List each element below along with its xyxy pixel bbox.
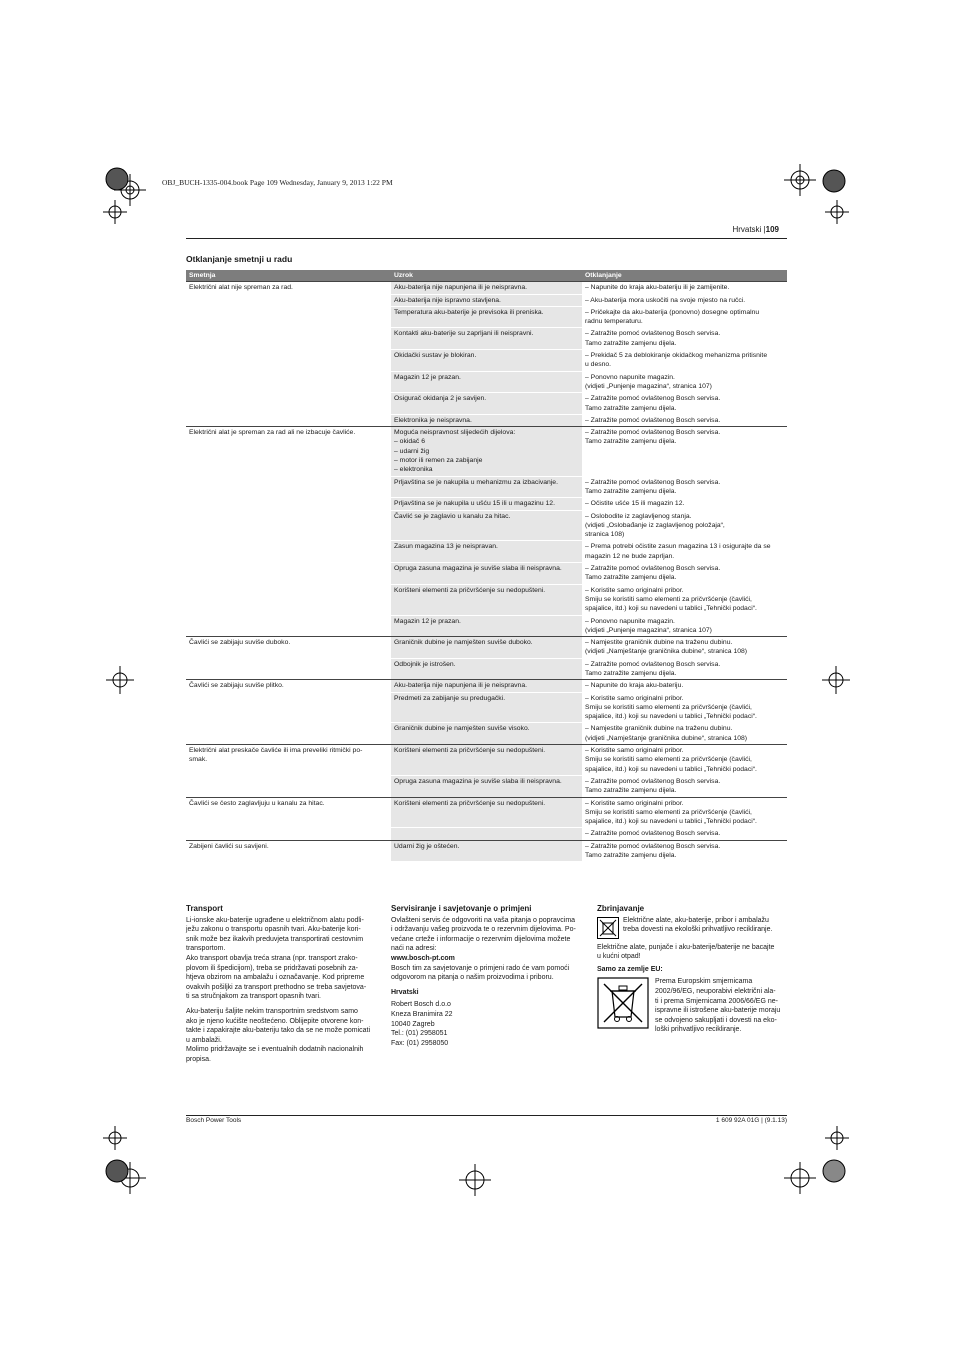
table-cell-smetnja: [186, 294, 391, 306]
table-cell-uzrok: Prljavština se je nakupila u ušću 15 ili u magazinu 12.: [391, 498, 582, 510]
service-country: Hrvatski: [391, 988, 419, 996]
table-cell-smetnja: [186, 692, 391, 723]
table-cell-otklanjanje: – Zatražite pomoć ovlaštenog Bosch servisa. Tamo zatražite zamjenu dijela.: [582, 840, 787, 861]
table-cell-smetnja: [186, 498, 391, 510]
table-cell-smetnja: Zabijeni čavlići su savijeni.: [186, 840, 391, 861]
footer-rule: [186, 1115, 787, 1116]
table-cell-smetnja: [186, 584, 391, 615]
table-cell-uzrok: Korišteni elementi za pričvršćenje su nedopušteni.: [391, 584, 582, 615]
table-cell-smetnja: [186, 658, 391, 680]
table-cell-smetnja: [186, 541, 391, 563]
header-language: Hrvatski: [732, 225, 762, 234]
service-address: [391, 1000, 586, 1048]
table-cell-uzrok: Zasun magazina 13 je neispravan.: [391, 541, 582, 563]
transport-section: [186, 904, 381, 1065]
table-cell-smetnja: [186, 371, 391, 393]
table-row: [186, 584, 787, 615]
table-cell-smetnja: [186, 510, 391, 541]
address-line: 10040 Zagreb: [391, 1020, 435, 1028]
disposal-section: [597, 904, 789, 1035]
table-cell-otklanjanje: – Zatražite pomoć ovlaštenog Bosch servisa. Tamo zatražite zamjenu dijela.: [582, 393, 787, 415]
table-row: [186, 615, 787, 637]
footer-left: Bosch Power Tools: [186, 1117, 242, 1124]
table-cell-smetnja: [186, 306, 391, 328]
table-cell-smetnja: [186, 328, 391, 350]
address-line: Tel.: (01) 2958051: [391, 1030, 448, 1038]
table-cell-otklanjanje: – Zatražite pomoć ovlaštenog Bosch servisa. Tamo zatražite zamjenu dijela.: [582, 658, 787, 680]
table-cell-uzrok: Okidački sustav je blokiran.: [391, 350, 582, 372]
table-cell-uzrok: Magazin 12 je prazan.: [391, 615, 582, 637]
registration-mark-icon: [102, 1156, 132, 1186]
table-cell-smetnja: [186, 414, 391, 426]
table-cell-otklanjanje: – Aku-baterija mora uskočiti na svoje mjesto na ručci.: [582, 294, 787, 306]
table-row: [186, 427, 787, 476]
table-cell-uzrok: Temperatura aku-baterije je previsoka ili preniska.: [391, 306, 582, 328]
table-cell-otklanjanje: – Pričekajte da aku-baterija (ponovno) dosegne optimalnu radnu temperaturu.: [582, 306, 787, 328]
address-line: Kneza Branimira 22: [391, 1010, 453, 1018]
table-row: [186, 498, 787, 510]
table-cell-smetnja: [186, 350, 391, 372]
transport-paragraph: Molimo pridržavajte se i eventualnih dodatnih nacionalnih propisa.: [186, 1046, 364, 1063]
transport-title: Transport: [186, 904, 223, 913]
table-cell-smetnja: [186, 476, 391, 498]
registration-mark-icon: [102, 164, 132, 194]
table-cell-otklanjanje: – Koristite samo originalni pribor. Smiju se koristiti samo elementi za pričvršćenje (čavlići, spajalice, itd.) koji su navedeni u tablici „Tehnički podaci“.: [582, 584, 787, 615]
address-line: Fax: (01) 2958050: [391, 1039, 449, 1047]
table-row: [186, 775, 787, 797]
table-row: [186, 371, 787, 393]
table-row: [186, 563, 787, 585]
table-cell-uzrok: Predmeti za zabijanje su predugački.: [391, 692, 582, 723]
table-cell-uzrok: Aku-baterija nije napunjena ili je neispravna.: [391, 282, 582, 294]
table-row: [186, 723, 787, 745]
table-cell-uzrok: Opruga zasuna magazina je suviše slaba ili neispravna.: [391, 563, 582, 585]
registration-mark-icon: [100, 660, 140, 700]
table-cell-otklanjanje: – Oslobodite iz zaglavljenog stanja. (vidjeti „Oslobađanje iz zaglavljenog položaja“, stranica 108): [582, 510, 787, 541]
crossed-out-wheelie-bin-icon: [597, 977, 649, 1029]
table-cell-smetnja: [186, 615, 391, 637]
table-row: [186, 510, 787, 541]
table-cell-otklanjanje: – Koristite samo originalni pribor. Smiju se koristiti samo elementi za pričvršćenje (čavlići, spajalice, itd.) koji su navedeni u tablici „Tehnički podaci“.: [582, 692, 787, 723]
table-row: [186, 745, 787, 776]
section-title: Otklanjanje smetnji u radu: [186, 254, 293, 264]
table-row: [186, 306, 787, 328]
table-cell-otklanjanje: – Zatražite pomoć ovlaštenog Bosch servisa. Tamo zatražite zamjenu dijela.: [582, 563, 787, 585]
table-cell-smetnja: [186, 775, 391, 797]
table-row: [186, 328, 787, 350]
print-info: OBJ_BUCH-1335-004.book Page 109 Wednesday, January 9, 2013 1:22 PM: [162, 178, 393, 187]
table-cell-uzrok: Čavlić se je zaglavio u kanalu za hitac.: [391, 510, 582, 541]
column-header: Otklanjanje: [582, 270, 787, 282]
table-cell-smetnja: Električni alat preskače čavliće ili ima preveliki ritmički po- smak.: [186, 745, 391, 776]
eu-title: Samo za zemlje EU:: [597, 965, 663, 973]
page-number: 109: [765, 225, 779, 234]
address-line: Robert Bosch d.o.o: [391, 1001, 451, 1009]
registration-mark-icon: [445, 1150, 505, 1210]
table-cell-smetnja: Čavlići se zabijaju suviše duboko.: [186, 637, 391, 659]
table-row: [186, 828, 787, 840]
registration-mark-icon: [819, 1156, 849, 1186]
table-cell-otklanjanje: – Namjestite graničnik dubine na traženu dubinu. (vidjeti „Namještanje graničnika dubine“, stranica 108): [582, 723, 787, 745]
table-cell-uzrok: Graničnik dubine je namješten suviše duboko.: [391, 637, 582, 659]
disposal-paragraph: Električne alate, aku-baterije, pribor i ambalažu treba dovesti na ekološki prihvatljivo recikliranje.: [623, 916, 773, 934]
table-cell-uzrok: Opruga zasuna magazina je suviše slaba ili neispravna.: [391, 775, 582, 797]
registration-mark-icon: [816, 660, 856, 700]
service-title: Servisiranje i savjetovanje o primjeni: [391, 904, 532, 913]
table-cell-otklanjanje: – Napunite do kraja aku-bateriju ili je zamijenite.: [582, 282, 787, 294]
table-cell-uzrok: Kontakti aku-baterije su zaprljani ili neispravni.: [391, 328, 582, 350]
transport-paragraph: Ako transport obavlja treća strana (npr. transport zrako- plovom ili špedicijom), treba se pridržavati posebnih za- htjeva obzirom na ambalažu i označavanje. Kod pripreme ovakvih pošiljki za transport prethodno se treba savjetova- ti sa stručnjakom za transport opasnih tvari.: [186, 954, 367, 1001]
table-cell-otklanjanje: – Zatražite pomoć ovlaštenog Bosch servisa. Tamo zatražite zamjenu dijela.: [582, 775, 787, 797]
table-row: [186, 393, 787, 415]
table-cell-smetnja: [186, 393, 391, 415]
table-cell-otklanjanje: – Zatražite pomoć ovlaštenog Bosch servisa. Tamo zatražite zamjenu dijela.: [582, 427, 787, 476]
troubleshooting-table: [186, 270, 787, 861]
service-url[interactable]: www.bosch-pt.com: [391, 954, 455, 962]
page-header: [732, 225, 779, 234]
table-row: [186, 840, 787, 861]
table-row: [186, 294, 787, 306]
header-separator: |: [763, 225, 766, 234]
table-row: [186, 637, 787, 659]
registration-mark-icon: [95, 192, 135, 232]
table-cell-uzrok: Korišteni elementi za pričvršćenje su nedopušteni.: [391, 797, 582, 828]
table-row: [186, 541, 787, 563]
table-cell-otklanjanje: – Zatražite pomoć ovlaštenog Bosch servisa. Tamo zatražite zamjenu dijela.: [582, 476, 787, 498]
table-cell-otklanjanje: – Koristite samo originalni pribor. Smiju se koristiti samo elementi za pričvršćenje (čavlići, spajalice, itd.) koji su navedeni u tablici „Tehnički podaci“.: [582, 745, 787, 776]
table-cell-uzrok: Graničnik dubine je namješten suviše visoko.: [391, 723, 582, 745]
table-cell-otklanjanje: – Zatražite pomoć ovlaštenog Bosch servisa.: [582, 828, 787, 840]
table-cell-uzrok: Moguća neispravnost slijedećih dijelova: – okidač 6 – udarni žig – motor ili remen za zabijanje – elektronika: [391, 427, 582, 476]
disposal-paragraph: Električne alate, punjače i aku-baterije/baterije ne bacajte u kućni otpad!: [597, 943, 775, 961]
table-cell-otklanjanje: – Očistite ušće 15 ili magazin 12.: [582, 498, 787, 510]
table-cell-otklanjanje: – Prema potrebi očistite zasun magazina 13 i osigurajte da se magazin 12 ne bude zaprljan.: [582, 541, 787, 563]
table-header-row: [186, 270, 787, 282]
table-cell-smetnja: Električni alat nije spreman za rad.: [186, 282, 391, 294]
table-cell-uzrok: Elektronika je neispravna.: [391, 414, 582, 426]
table-cell-uzrok: Prljavština se je nakupila u mehanizmu za izbacivanje.: [391, 476, 582, 498]
table-cell-smetnja: Čavlići se zabijaju suviše plitko.: [186, 680, 391, 692]
table-cell-uzrok: Odbojnik je istrošen.: [391, 658, 582, 680]
table-row: [186, 476, 787, 498]
table-row: [186, 692, 787, 723]
table-cell-uzrok: Magazin 12 je prazan.: [391, 371, 582, 393]
table-cell-smetnja: Električni alat je spreman za rad ali ne izbacuje čavliće.: [186, 427, 391, 476]
table-cell-smetnja: [186, 828, 391, 840]
crossed-out-wheelie-bin-icon: [597, 917, 619, 939]
transport-paragraph: Li-ionske aku-baterije ugrađene u električnom alatu podli- ježu zakonu o transportu opasnih tvari. Aku-baterije kori- snik može bez ikakvih preduvjeta transportirati cestovnim transportom.: [186, 916, 364, 953]
header-rule: [186, 238, 787, 239]
table-cell-otklanjanje: – Napunite do kraja aku-bateriju.: [582, 680, 787, 692]
table-cell-otklanjanje: – Ponovno napunite magazin. (vidjeti „Punjenje magazina“, stranica 107): [582, 615, 787, 637]
table-cell-otklanjanje: – Koristite samo originalni pribor. Smiju se koristiti samo elementi za pričvršćenje (čavlići, spajalice, itd.) koji su navedeni u tablici „Tehnički podaci“.: [582, 797, 787, 828]
table-cell-otklanjanje: – Ponovno napunite magazin. (vidjeti „Punjenje magazina“, stranica 107): [582, 371, 787, 393]
table-cell-uzrok: Udarni žig je oštećen.: [391, 840, 582, 861]
column-header: Smetnja: [186, 270, 391, 282]
table-cell-smetnja: Čavlići se često zaglavljuju u kanalu za hitac.: [186, 797, 391, 828]
table-cell-otklanjanje: – Zatražite pomoć ovlaštenog Bosch servisa. Tamo zatražite zamjenu dijela.: [582, 328, 787, 350]
service-paragraph: Bosch tim za savjetovanje o primjeni rado će vam pomoći odgovorom na pitanja o našim proizvodima i priboru.: [391, 964, 570, 982]
transport-paragraph: Aku-bateriju šaljite nekim transportnim sredstvom samo ako je njeno kućište neoštećeno. Oblijepite otvorene kon- takte i zapakirajte aku-bateriju tako da se ne može pomicati u ambalaži.: [186, 1007, 371, 1044]
service-section: [391, 904, 586, 1048]
table-cell-uzrok: Korišteni elementi za pričvršćenje su nedopušteni.: [391, 745, 582, 776]
table-row: [186, 680, 787, 692]
table-cell-uzrok: Osigurač okidanja 2 je savijen.: [391, 393, 582, 415]
eu-text: Prema Europskim smjernicama 2002/96/EG, neuporabivi električni ala- ti i prema Smjernicama 2006/66/EG ne- ispravne ili istrošene aku-baterije moraju se odvojeno sakupljati i dovesti na eko- loški prihvatljivo recikliranje.: [655, 978, 781, 1034]
footer-right: 1 609 92A 01G | (9.1.13): [715, 1117, 787, 1124]
table-cell-otklanjanje: – Prekidač 5 za deblokiranje okidačkog mehanizma pritisnite u desno.: [582, 350, 787, 372]
table-cell-smetnja: [186, 723, 391, 745]
table-cell-uzrok: Aku-baterija nije ispravno stavljena.: [391, 294, 582, 306]
table-cell-uzrok: [391, 828, 582, 840]
table-row: [186, 282, 787, 294]
service-paragraph: Ovlašteni servis će odgovoriti na vaša pitanja o popravcima i održavanju vašeg proizvoda te o rezervnim dijelovima. Po- većane crteže i informacije o rezervnim dijelovima možete naći na adresi:: [391, 916, 576, 953]
table-cell-otklanjanje: – Namjestite graničnik dubine na traženu dubinu. (vidjeti „Namještanje graničnika dubine“, stranica 108): [582, 637, 787, 659]
column-header: Uzrok: [391, 270, 582, 282]
table-cell-otklanjanje: – Zatražite pomoć ovlaštenog Bosch servisa.: [582, 414, 787, 426]
table-row: [186, 658, 787, 680]
table-row: [186, 414, 787, 426]
disposal-title: Zbrinjavanje: [597, 904, 645, 913]
table-row: [186, 350, 787, 372]
table-row: [186, 797, 787, 828]
registration-mark-icon: [817, 192, 857, 232]
table-cell-uzrok: Aku-baterija nije napunjena ili je neispravna.: [391, 680, 582, 692]
table-cell-smetnja: [186, 563, 391, 585]
